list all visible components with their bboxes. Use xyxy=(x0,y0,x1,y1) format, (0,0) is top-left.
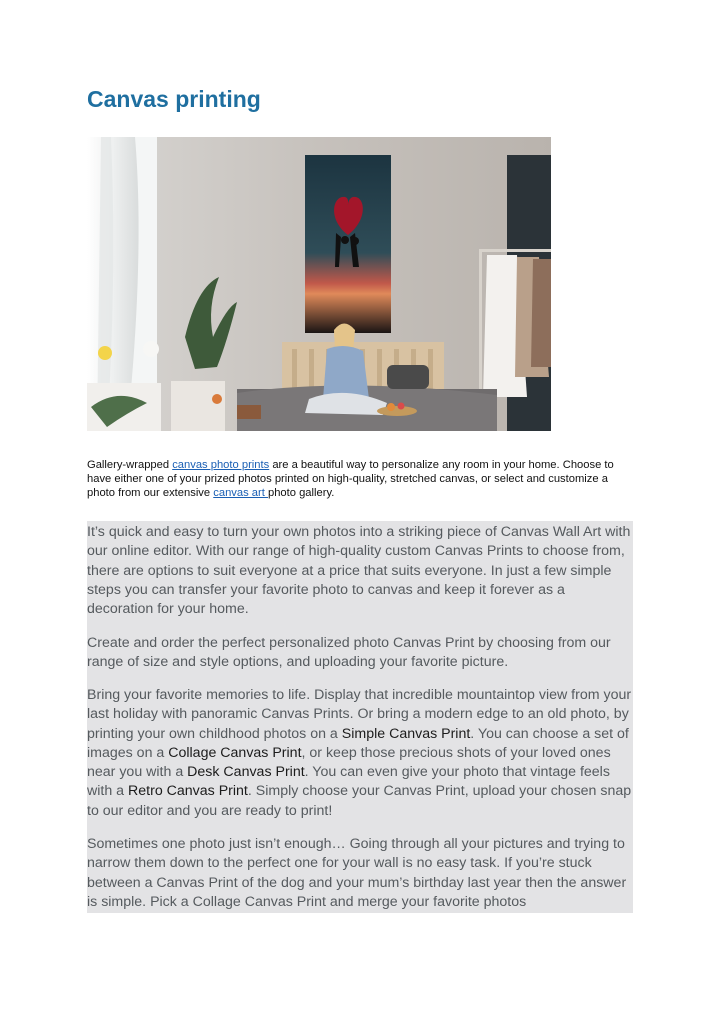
simple-canvas-print-link[interactable]: Simple Canvas Print xyxy=(341,725,471,742)
memories-text-1: Bring your favorite memories to life. Display that incredible mountaintop view from your last holiday with panoramic Canvas Prints. Or bring a modern edge to an old photo, by printing your own childhood photos on a xyxy=(87,687,632,742)
paragraph-memories xyxy=(87,686,633,821)
intro-text-middle: are a beautiful way to personalize any room in your home. Choose to have either one of your prized photos printed on high-quality, stretched canvas, or select and customize a photo from our extensive xyxy=(87,459,614,499)
intro-text-end: photo gallery. xyxy=(267,487,335,499)
canvas-photo-prints-link[interactable]: canvas photo prints xyxy=(172,459,270,471)
retro-canvas-print-link[interactable]: Retro Canvas Print xyxy=(128,783,248,800)
page-title: Canvas printing xyxy=(87,86,261,112)
paragraph-online-editor: It’s quick and easy to turn your own photos into a striking piece of Canvas Wall Art with our online editor. With our range of high-quality custom Canvas Prints to choose from, there are options to suit everyone at a price that suits everyone. In just a few simple steps you can transfer your favorite photo to canvas and keep it forever as a decoration for your home. xyxy=(87,524,631,618)
memories-text-3: , or keep those precious shots of your loved ones near you with a xyxy=(87,744,611,781)
memories-text-4: . You can even give your photo that vintage feels with a xyxy=(87,764,610,800)
canvas-art-link[interactable]: canvas art xyxy=(213,487,268,499)
paragraph-collage: Sometimes one photo just isn’t enough… Going through all your pictures and trying to narrow them down to the perfect one for your wall is no easy task. If you’re stuck between a Canvas Print of the dog and your mum’s birthday last year then the answer is simple. Pick a Collage Canvas Print and merge your favorite photos xyxy=(87,836,627,910)
intro-text-start: Gallery-wrapped xyxy=(87,459,173,471)
memories-text-2: . You can choose a set of images on a xyxy=(87,725,629,761)
desk-canvas-print-link[interactable]: Desk Canvas Print xyxy=(187,764,305,781)
paragraph-order-canvas: Create and order the perfect personalized photo Canvas Print by choosing from our range of size and style options, and uploading your favorite picture. xyxy=(87,635,611,671)
memories-text-5: . Simply choose your Canvas Print, upload your chosen snap to our editor and you are ready to print! xyxy=(87,783,632,819)
intro-paragraph xyxy=(87,458,632,500)
bedroom-canvas-photo xyxy=(87,137,551,431)
collage-canvas-print-link[interactable]: Collage Canvas Print xyxy=(168,744,302,761)
